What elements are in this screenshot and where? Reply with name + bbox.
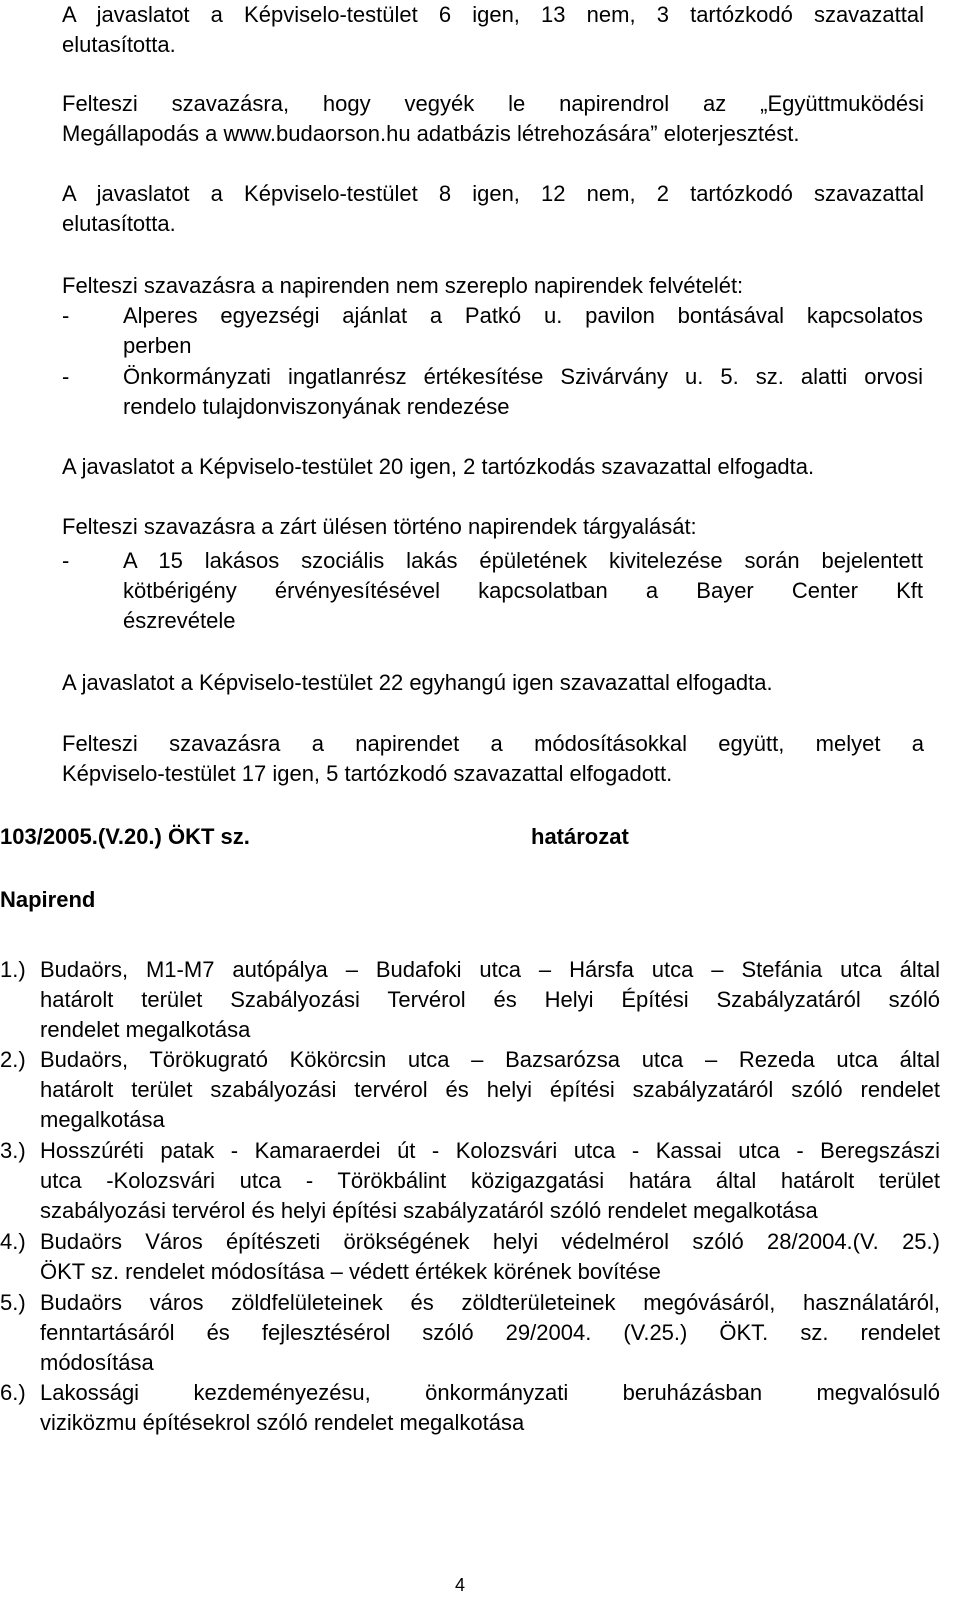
text-line: határolt terület Szabályozási Tervérol és Helyi Építési Szabályzatáról szóló — [40, 987, 940, 1012]
text-line: A javaslatot a Képviselo-testület 22 egyhangú igen szavazattal elfogadta. — [62, 670, 773, 695]
text-line: megalkotása — [40, 1107, 165, 1132]
motion-paragraph — [62, 512, 924, 542]
text-line: elutasította. — [62, 32, 176, 57]
vote-result-paragraph — [62, 668, 924, 698]
agenda-item — [40, 1227, 940, 1287]
text-line: kötbérigény érvényesítésével kapcsolatban a Bayer Center Kft — [123, 578, 923, 603]
list-dash: - — [62, 303, 70, 328]
text-line: elutasította. — [62, 211, 176, 236]
text-line: Felteszi szavazásra a zárt ülésen történo napirendek tárgyalását: — [62, 514, 697, 539]
text-line: Budaörs, M1-M7 autópálya – Budafoki utca – Hársfa utca – Stefánia utca által — [40, 957, 940, 982]
text-line: Felteszi szavazásra a napirendet a módosításokkal együtt, melyet a — [62, 731, 924, 756]
vote-result-paragraph — [62, 179, 924, 239]
agenda-number: 1.) — [0, 957, 26, 982]
text-line: Hosszúréti patak - Kamaraerdei út - Kolozsvári utca - Kassai utca - Beregszászi — [40, 1138, 940, 1163]
text-line: Képviselo-testület 17 igen, 5 tartózkodó szavazattal elfogadott. — [62, 761, 673, 786]
text-line: Felteszi szavazásra, hogy vegyék le napirendrol az „Együttmuködési — [62, 91, 924, 116]
text-line: A javaslatot a Képviselo-testület 8 igen, 12 nem, 2 tartózkodó szavazattal — [62, 181, 924, 206]
text-line: Budaörs város zöldfelületeinek és zöldterületeinek megóvásáról, használatáról, — [40, 1290, 940, 1315]
agenda-heading: Napirend — [0, 887, 96, 912]
text-line: szabályozási tervérol és helyi építési szabályzatáról szóló rendelet megalkotása — [40, 1198, 818, 1223]
agenda-number: 5.) — [0, 1290, 26, 1315]
resolution-label: határozat — [531, 824, 629, 849]
list-item — [123, 362, 923, 422]
agenda-item — [40, 1378, 940, 1438]
text-line: Budaörs, Törökugrató Kökörcsin utca – Bazsarózsa utca – Rezeda utca által — [40, 1047, 940, 1072]
agenda-item — [40, 955, 940, 1045]
motion-paragraph — [62, 271, 924, 301]
agenda-item — [40, 1045, 940, 1135]
page-number: 4 — [455, 1575, 466, 1595]
list-item — [123, 546, 923, 636]
resolution-number: 103/2005.(V.20.) ÖKT sz. — [0, 824, 250, 849]
text-line: utca -Kolozsvári utca - Törökbálint közigazgatási határa által határolt terület — [40, 1168, 940, 1193]
text-line: határolt terület szabályozási tervérol és helyi építési szabályzatáról szóló rendelet — [40, 1077, 940, 1102]
text-line: Megállapodás a www.budaorson.hu adatbázis létrehozására” eloterjesztést. — [62, 121, 800, 146]
motion-paragraph — [62, 729, 924, 789]
text-line: fenntartásáról és fejlesztésérol szóló 29/2004. (V.25.) ÖKT. sz. rendelet — [40, 1320, 940, 1345]
agenda-item — [40, 1136, 940, 1226]
list-item — [123, 301, 923, 361]
motion-paragraph — [62, 89, 924, 149]
text-line: Budaörs Város építészeti örökségének helyi védelmérol szóló 28/2004.(V. 25.) — [40, 1229, 940, 1254]
list-dash: - — [62, 548, 70, 573]
text-line: Felteszi szavazásra a napirenden nem szereplo napirendek felvételét: — [62, 273, 744, 298]
agenda-number: 6.) — [0, 1380, 26, 1405]
text-line: A 15 lakásos szociális lakás épületének kivitelezése során bejelentett — [123, 548, 923, 573]
agenda-item — [40, 1288, 940, 1378]
text-line: módosítása — [40, 1350, 154, 1375]
text-line: Lakossági kezdeményezésu, önkormányzati beruházásban megvalósuló — [40, 1380, 940, 1405]
agenda-number: 3.) — [0, 1138, 26, 1163]
agenda-number: 4.) — [0, 1229, 26, 1254]
text-line: A javaslatot a Képviselo-testület 6 igen, 13 nem, 3 tartózkodó szavazattal — [62, 2, 924, 27]
text-line: észrevétele — [123, 608, 236, 633]
text-line: Alperes egyezségi ajánlat a Patkó u. pavilon bontásával kapcsolatos — [123, 303, 923, 328]
text-line: perben — [123, 333, 192, 358]
list-dash: - — [62, 364, 70, 389]
text-line: Önkormányzati ingatlanrész értékesítése Szivárvány u. 5. sz. alatti orvosi — [123, 364, 923, 389]
text-line: rendelo tulajdonviszonyának rendezése — [123, 394, 510, 419]
agenda-number: 2.) — [0, 1047, 26, 1072]
vote-result-paragraph — [62, 452, 942, 482]
text-line: A javaslatot a Képviselo-testület 20 igen, 2 tartózkodás szavazattal elfogadta. — [62, 454, 815, 479]
text-line: rendelet megalkotása — [40, 1017, 251, 1042]
text-line: viziközmu építésekrol szóló rendelet megalkotása — [40, 1410, 525, 1435]
text-line: ÖKT sz. rendelet módosítása – védett értékek körének bovítése — [40, 1259, 661, 1284]
vote-result-paragraph — [62, 0, 924, 60]
